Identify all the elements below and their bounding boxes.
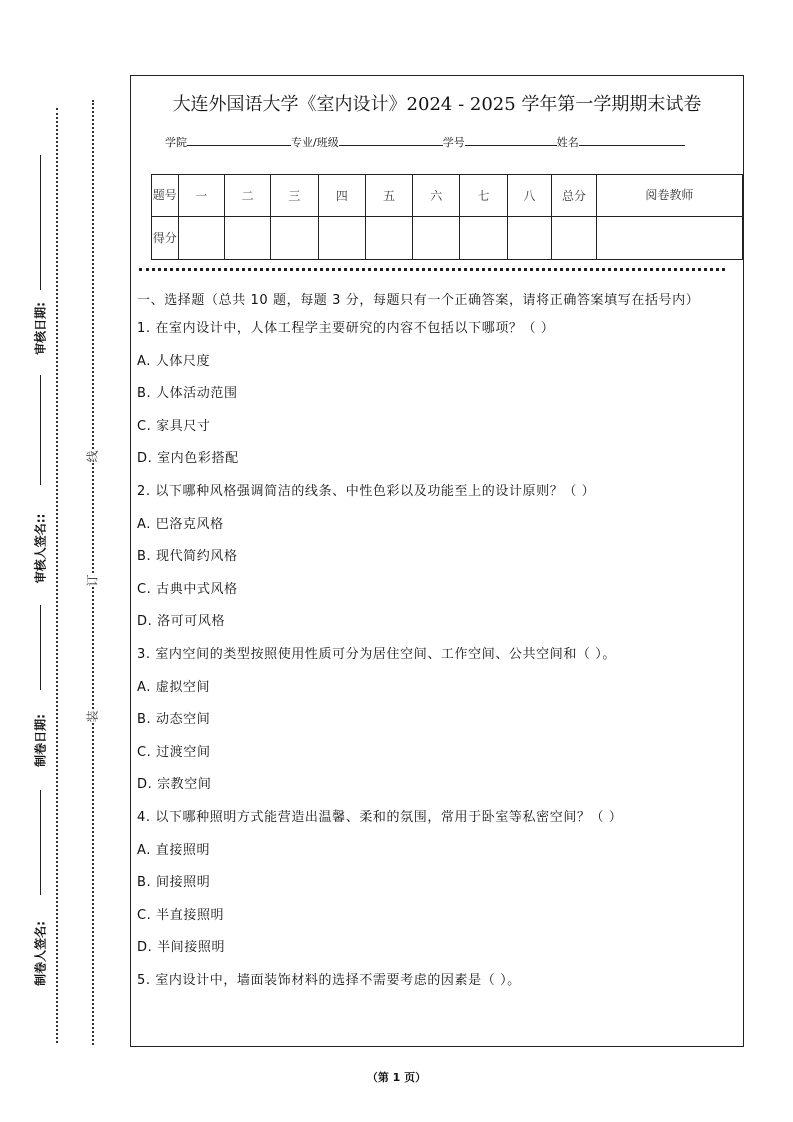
option: A. 巴洛克风格 bbox=[137, 516, 224, 532]
score-col-header: 一 bbox=[178, 175, 224, 217]
question-stem: 2. 以下哪种风格强调简洁的线条、中性色彩以及功能至上的设计原则？（ ） bbox=[137, 483, 596, 499]
score-cell[interactable] bbox=[318, 217, 365, 260]
score-col-header: 三 bbox=[271, 175, 318, 217]
score-col-header: 总分 bbox=[552, 175, 597, 217]
score-col-header: 七 bbox=[460, 175, 507, 217]
option: C. 半直接照明 bbox=[137, 907, 225, 923]
score-cell[interactable] bbox=[224, 217, 270, 260]
score-table-row1-label: 题号 bbox=[152, 175, 179, 217]
binding-line-solid bbox=[40, 375, 41, 485]
question-stem: 5. 室内设计中，墙面装饰材料的选择不需要考虑的因素是（ ）。 bbox=[137, 972, 521, 988]
section-divider bbox=[139, 268, 725, 271]
option: C. 家具尺寸 bbox=[137, 418, 211, 434]
score-cell[interactable] bbox=[413, 217, 460, 260]
binding-line-dotted bbox=[92, 100, 94, 1045]
binding-char-pack: 装 bbox=[85, 710, 100, 723]
binding-char-bind: 订 bbox=[85, 574, 100, 587]
college-blank[interactable] bbox=[187, 135, 291, 146]
score-cell[interactable] bbox=[460, 217, 507, 260]
score-col-header: 四 bbox=[318, 175, 365, 217]
binding-line-solid bbox=[40, 605, 41, 690]
option: B. 动态空间 bbox=[137, 712, 211, 728]
question-section bbox=[137, 290, 735, 1003]
binding-line-solid bbox=[40, 790, 41, 895]
option: A. 直接照明 bbox=[137, 842, 211, 858]
binding-line-dotted bbox=[56, 108, 58, 1043]
option: D. 宗教空间 bbox=[137, 777, 212, 793]
question-stem: 1. 在室内设计中，人体工程学主要研究的内容不包括以下哪项？（ ） bbox=[137, 321, 555, 336]
score-cell[interactable] bbox=[365, 217, 412, 260]
score-col-header: 二 bbox=[224, 175, 270, 217]
student-id-label: 学号 bbox=[442, 136, 465, 149]
score-cell[interactable] bbox=[596, 217, 742, 260]
reviewer-signature-label: 审核人签名:: bbox=[33, 513, 48, 584]
page-number: （第 1 页） bbox=[366, 1071, 427, 1084]
score-col-header: 八 bbox=[507, 175, 552, 217]
score-cell[interactable] bbox=[271, 217, 318, 260]
score-col-header: 五 bbox=[365, 175, 412, 217]
exam-title: 大连外国语大学《室内设计》2024 - 2025 学年第一学期期末试卷 bbox=[172, 94, 702, 115]
option: A. 人体尺度 bbox=[137, 353, 211, 369]
score-table bbox=[151, 174, 743, 260]
option: B. 人体活动范围 bbox=[137, 386, 238, 402]
option: B. 间接照明 bbox=[137, 875, 211, 891]
option: B. 现代简约风格 bbox=[137, 549, 238, 565]
compile-date-label: 制卷日期: bbox=[33, 714, 48, 767]
major-class-label: 专业/班级 bbox=[291, 136, 339, 149]
score-cell[interactable] bbox=[178, 217, 224, 260]
option: D. 室内色彩搭配 bbox=[137, 451, 239, 467]
option: C. 古典中式风格 bbox=[137, 581, 238, 597]
exam-frame bbox=[130, 75, 744, 1047]
question-stem: 4. 以下哪种照明方式能营造出温馨、柔和的氛围，常用于卧室等私密空间？（ ） bbox=[137, 809, 623, 825]
score-col-header: 阅卷教师 bbox=[596, 175, 742, 217]
student-info-row bbox=[165, 134, 685, 150]
score-table-row2-label: 得分 bbox=[152, 217, 179, 260]
score-col-header: 六 bbox=[413, 175, 460, 217]
option: A. 虚拟空间 bbox=[137, 679, 211, 695]
student-id-blank[interactable] bbox=[465, 135, 557, 146]
section-title: 一、选择题（总共 10 题，每题 3 分，每题只有一个正确答案，请将正确答案填写在括号内） bbox=[137, 293, 700, 308]
name-label: 姓名 bbox=[556, 136, 579, 149]
option: D. 洛可可风格 bbox=[137, 614, 226, 630]
score-cell[interactable] bbox=[552, 217, 597, 260]
option: D. 半间接照明 bbox=[137, 940, 226, 956]
major-class-blank[interactable] bbox=[339, 135, 443, 146]
review-date-label: 审核日期: bbox=[33, 302, 48, 355]
college-label: 学院 bbox=[165, 136, 187, 149]
question-stem: 3. 室内空间的类型按照使用性质可分为居住空间、工作空间、公共空间和（ ）。 bbox=[137, 646, 616, 662]
compiler-signature-label: 制卷人签名: bbox=[33, 921, 48, 986]
binding-char-line: 线 bbox=[85, 450, 100, 463]
name-blank[interactable] bbox=[579, 135, 685, 146]
option: C. 过渡空间 bbox=[137, 744, 211, 760]
score-cell[interactable] bbox=[507, 217, 552, 260]
